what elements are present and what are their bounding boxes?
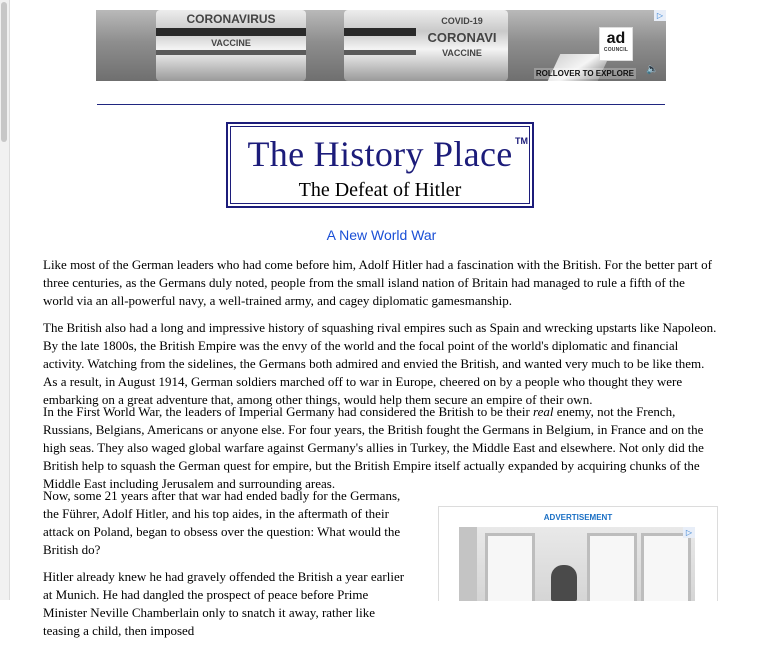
ad-image-window	[485, 533, 535, 601]
header-divider	[97, 104, 665, 105]
article-text: enemy, not the French, Russians, Belgians, Americans or anyone else. For four years, the British fought the Germans in Belgium, in France and on the high seas. They also waged global warfare against Germany's allies in Turkey, the Middle East and elsewhere. Not only did the British help to squash the German quest for empire, but the British Empire itself actually expanded by acquiring chunks of the Middle East including Jerusalem and surrounding areas.	[43, 404, 704, 491]
ad-vial-text: COVID-19	[441, 16, 483, 26]
side-ad-image[interactable]	[459, 527, 695, 601]
side-ad[interactable]	[438, 506, 718, 601]
ad-vial-text: VACCINE	[211, 38, 251, 48]
article-paragraph: Like most of the German leaders who had come before him, Adolf Hitler had a fascination with the British. For the better part of three centuries, as the Germans duly noted, people from the small island nation of Britain had managed to rule a fifth of the world via an all-powerful navy, a well-trained army, and cagey diplomatic gamesmanship.	[43, 257, 712, 308]
top-banner-ad[interactable]	[96, 10, 666, 81]
article-paragraph: The British also had a long and impressive history of squashing rival empires such as Spain and wrecking upstarts like Napoleon. By the late 1800s, the British Empire was the envy of the world and the focal point of the world's diplomatic and financial activity. Watching from the sidelines, the Germans both admired and envied the British, and wanted very much to be like them. As a result, in August 1914, German soldiers marched off to war in Europe, cheered on by a people who thought they were embarking on a great adventure that, among other things, would help them secure an empire of their own.	[43, 320, 717, 407]
ad-image-curtain	[459, 527, 477, 601]
article-paragraph: Now, some 21 years after that war had ended badly for the Germans, the Führer, Adolf Hitler, and his top aides, in the aftermath of their attack on Poland, began to obsess over the question: What would the British do?	[43, 488, 401, 557]
article-paragraph	[43, 403, 718, 491]
article-emphasis: real	[533, 404, 554, 419]
site-logo-frame	[230, 126, 530, 204]
section-title: A New World War	[326, 227, 437, 243]
site-logo[interactable]	[226, 122, 534, 208]
speaker-icon[interactable]: 🔈	[646, 64, 659, 75]
scrollbar-thumb[interactable]	[1, 2, 7, 142]
adchoices-icon[interactable]: ▷	[683, 527, 695, 538]
article-paragraph: Hitler already knew he had gravely offended the British a year earlier at Munich. He had dangled the prospect of peace before Prime Minister Neville Chamberlain only to snatch it away, rather like teasing a child, then imposed	[43, 569, 405, 638]
trademark-symbol: TM	[515, 136, 528, 146]
ad-vaccine-vial-right	[416, 10, 508, 81]
ad-council-logo	[599, 27, 633, 61]
page-scrollbar[interactable]	[0, 0, 10, 600]
adchoices-icon[interactable]: ▷	[654, 10, 666, 21]
ad-vaccine-vial-left	[156, 10, 306, 81]
ad-image-person	[551, 565, 577, 601]
ad-vial-text: VACCINE	[442, 48, 482, 58]
advertisement-label: ADVERTISEMENT	[543, 513, 613, 522]
site-title: The History Place	[247, 134, 513, 174]
ad-council-logo-subtext: COUNCIL	[603, 47, 629, 53]
ad-vial-text: CORONAVI	[427, 30, 497, 45]
ad-council-logo-text: ad	[606, 30, 626, 47]
ad-image-window	[587, 533, 637, 601]
ad-vial-band	[156, 50, 306, 55]
ad-rollover-label[interactable]: ROLLOVER TO EXPLORE	[535, 69, 634, 78]
article-text: In the First World War, the leaders of Imperial Germany had considered the British to be their	[43, 404, 534, 419]
ad-image-window	[641, 533, 691, 601]
ad-vial-band	[156, 28, 306, 36]
site-subtitle: The Defeat of Hitler	[298, 179, 462, 201]
ad-vial-text: CORONAVIRUS	[186, 12, 276, 26]
